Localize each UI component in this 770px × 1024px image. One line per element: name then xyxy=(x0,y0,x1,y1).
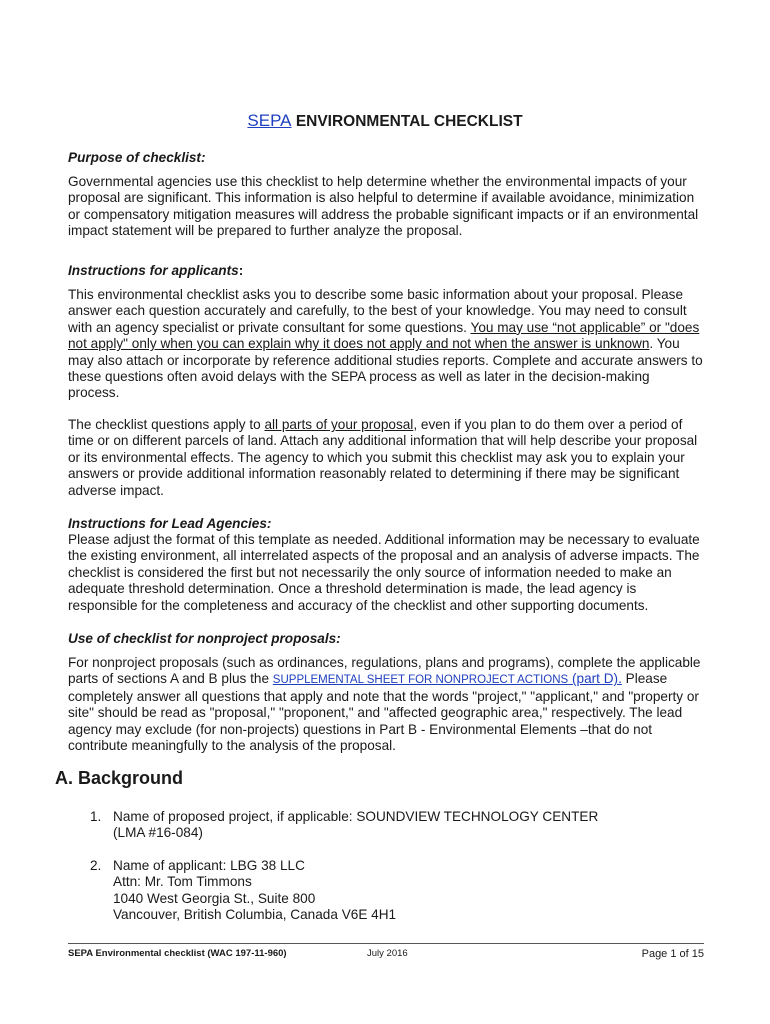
applicants-paragraph-2: The checklist questions apply to all parts of your proposal, even if you plan to do them over a period of time or on different parcels of land. Attach any additional information that will help describe your proposal or its environmental effects. The agency to which you submit this checklist may ask you to explain your answers or provide additional information reasonably related to determining if there may be significant adverse impact. xyxy=(68,417,698,498)
nonproject-heading: Use of checklist for nonproject proposals: xyxy=(68,631,341,646)
nonproject-body: For nonproject proposals (such as ordinances, regulations, plans and programs), complete the applicable parts of sections A and B plus the SUPPLEMENTAL SHEET FOR NONPROJECT ACTIONS (part D). Please completely answer all questions that apply and note that the words "project," "applicant," and "property or site" should be read as "proposal," "proponent," and "affected geographic area," respectively. The lead agency may exclude (for non-projects) questions in Part B - Environmental Elements –that do not contribute meaningfully to the analysis of the proposal. xyxy=(68,655,701,754)
footer-document-name: SEPA Environmental checklist (WAC 197-11-960) xyxy=(68,948,287,959)
document-page: SEPA ENVIRONMENTAL CHECKLIST Purpose of checklist: Governmental agencies use this checklist to help determine whether the environmental impacts of your proposal are significant. This information is also helpful to determine if available avoidance, minimization or compensatory mitigation measures will address the probable significant impacts or if an environmental impact statement will be prepared to further analyze the proposal. Instructions for applicants: This environmental checklist asks you to describe some basic information about your proposal. Please answer each question accurately and carefully, to the best of your knowledge. You may need to consult with an agency specialist or private consultant for some questions. You may use “not applicable” or "does not apply" only when you can explain why it does not apply and not when the answer is unknown. You may also attach or incorporate by reference additional studies reports. Complete and accurate answers to these questions often avoid delays with the SEPA process as well as later in the decision-making process. The checklist questions apply to all parts of your proposal, even if you plan to do them over a period of time or on different parcels of land. Attach any additional information that will help describe your proposal or its environmental effects. The agency to which you submit this checklist may ask you to explain your answers or provide additional information reasonably related to determining if there may be significant adverse impact. Instructions for Lead Agencies: Please adjust the format of this template as needed. Additional information may be necessary to evaluate the existing environment, all interrelated aspects of the proposal and an analysis of adverse impacts. The checklist is considered the first but not necessarily the only source of information needed to make an adequate threshold determination. Once a threshold determination is made, the lead agency is responsible for the completeness and accuracy of the checklist and other supporting documents. Use of checklist for nonproject proposals: For nonproject proposals (such as ordinances, regulations, plans and programs), complete the applicable parts of sections A and B plus the SUPPLEMENTAL SHEET FOR NONPROJECT ACTIONS (part D). Please completely answer all questions that apply and note that the words "project," "applicant," and "property or site" should be read as "proposal," "proponent," and "affected geographic area," respectively. The lead agency may exclude (for non-projects) questions in Part B - Environmental Elements –that do not contribute meaningfully to the analysis of the proposal. A. Background 1. Name of proposed project, if applicable: SOUNDVIEW TECHNOLOGY CENTER (LMA #16-084) 2. Name of applicant: LBG 38 LLC Attn: Mr. Tom Timmons 1040 West Georgia St., Suite 800 Vancouver, British Columbia, Canada V6E 4H1 SEPA Environmental checklist (WAC 197-11-960) July 2016 Page 1 of 15 xyxy=(0,0,770,1024)
footer-divider xyxy=(68,943,704,944)
applicants-paragraph-1: This environmental checklist asks you to describe some basic information about your proposal. Please answer each question accurately and carefully, to the best of your knowledge. You may need to consult with an agency specialist or private consultant for some questions. You may use “not applicable” or "does not apply" only when you can explain why it does not apply and not when the answer is unknown. You may also attach or incorporate by reference additional studies reports. Complete and accurate answers to these questions often avoid delays with the SEPA process as well as later in the decision-making process. xyxy=(68,287,703,401)
purpose-body: Governmental agencies use this checklist to help determine whether the environmental impacts of your proposal are significant. This information is also helpful to determine if available avoidance, minimization or compensatory mitigation measures will address the probable significant impacts or if an environmental impact statement will be prepared to further analyze the proposal. xyxy=(68,174,699,239)
part-d-link[interactable]: (part D). xyxy=(568,671,622,687)
title-text: ENVIRONMENTAL CHECKLIST xyxy=(295,113,523,130)
lead-agencies-heading: Instructions for Lead Agencies: xyxy=(68,516,272,531)
section-a-heading: A. Background xyxy=(55,768,184,788)
applicants-heading: Instructions for applicants: xyxy=(68,263,244,278)
lead-agencies-body: Please adjust the format of this template as needed. Additional information may be necessary to evaluate the existing environment, all interrelated aspects of the proposal and an analysis of adverse impacts. The checklist is considered the first but not necessarily the only source of information needed to make an adequate threshold determination. Once a threshold determination is made, the lead agency is responsible for the completeness and accuracy of the checklist and other supporting documents. xyxy=(68,532,700,613)
supplemental-sheet-link[interactable]: SUPPLEMENTAL SHEET FOR NONPROJECT ACTIONS xyxy=(272,674,569,687)
document-title xyxy=(0,111,770,131)
page-number: Page 1 of 15 xyxy=(641,948,704,960)
purpose-heading: Purpose of checklist: xyxy=(68,150,206,165)
sepa-link[interactable]: SEPA xyxy=(247,111,292,130)
footer-date: July 2016 xyxy=(367,948,408,959)
